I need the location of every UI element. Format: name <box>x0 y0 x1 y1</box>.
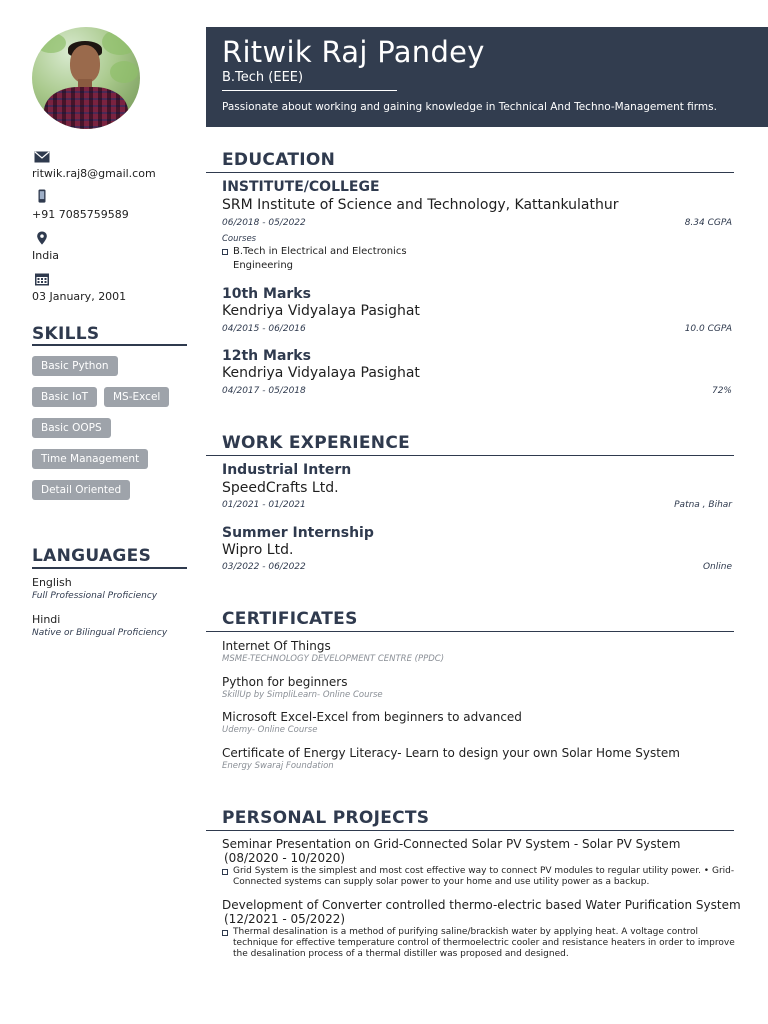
certificates-divider <box>206 631 734 632</box>
education-item-date: 04/2015 - 06/2016 <box>222 324 306 334</box>
languages-divider <box>32 567 187 569</box>
certificate-name: Microsoft Excel-Excel from beginners to advanced <box>222 710 522 724</box>
work-item-title: Summer Internship <box>222 525 374 541</box>
language-level: Native or Bilingual Proficiency <box>32 628 168 638</box>
course-item-continued: Engineering <box>233 260 293 271</box>
certificate-name: Internet Of Things <box>222 639 331 653</box>
projects-divider <box>206 830 734 831</box>
skills-heading: SKILLS <box>32 324 100 344</box>
project-name: Development of Converter controlled thermo-electric based Water Purification System <box>222 898 741 912</box>
skill-tag: MS-Excel <box>104 387 169 407</box>
work-item-date: 03/2022 - 06/2022 <box>222 562 306 572</box>
certificate-issuer: SkillUp by SimpliLearn- Online Course <box>222 690 383 700</box>
languages-heading: LANGUAGES <box>32 546 152 566</box>
education-item-title: 12th Marks <box>222 348 311 364</box>
language-name: English <box>32 576 72 589</box>
courses-label: Courses <box>222 234 257 244</box>
work-item-location: Online <box>702 562 732 572</box>
education-item-institution: Kendriya Vidyalaya Pasighat <box>222 303 420 319</box>
skill-tag: Basic IoT <box>32 387 97 407</box>
project-description: Grid System is the simplest and most cost effective way to connect PV modules to regular utility power. • Grid-Connected systems can supply solar power to your home and use utility power as a backup. <box>233 866 735 887</box>
certificate-name: Python for beginners <box>222 675 348 689</box>
certificate-issuer: Udemy- Online Course <box>222 725 318 735</box>
bullet-marker <box>222 930 228 936</box>
project-date: (12/2021 - 05/2022) <box>224 912 346 926</box>
skill-tag: Detail Oriented <box>32 480 130 500</box>
course-item: B.Tech in Electrical and Electronics <box>233 246 407 257</box>
work-item-company: SpeedCrafts Ltd. <box>222 480 339 496</box>
work-divider <box>206 455 734 456</box>
mobile-phone-icon <box>34 189 50 203</box>
bullet-marker <box>222 869 228 875</box>
email-text: ritwik.raj8@gmail.com <box>32 167 156 180</box>
work-item-location: Patna , Bihar <box>674 500 732 510</box>
education-item-institution: SRM Institute of Science and Technology, Kattankulathur <box>222 197 619 213</box>
work-item-title: Industrial Intern <box>222 462 352 478</box>
skill-tag: Time Management <box>32 449 148 469</box>
phone-text: +91 7085759589 <box>32 208 129 221</box>
profile-photo <box>32 27 140 129</box>
language-name: Hindi <box>32 613 61 626</box>
education-item-score: 72% <box>711 386 732 396</box>
education-item-title: INSTITUTE/COLLEGE <box>222 179 380 195</box>
map-pin-icon <box>34 231 50 245</box>
work-heading: WORK EXPERIENCE <box>222 433 411 453</box>
education-heading: EDUCATION <box>222 150 336 170</box>
education-divider <box>206 172 734 173</box>
candidate-degree: B.Tech (EEE) <box>222 70 304 85</box>
projects-heading: PERSONAL PROJECTS <box>222 808 430 828</box>
project-date: (08/2020 - 10/2020) <box>224 851 346 865</box>
dob-text: 03 January, 2001 <box>32 290 127 303</box>
skill-tag: Basic Python <box>32 356 118 376</box>
certificate-issuer: Energy Swaraj Foundation <box>222 761 334 771</box>
skills-divider <box>32 344 187 346</box>
education-item-date: 04/2017 - 05/2018 <box>222 386 306 396</box>
calendar-icon <box>34 272 50 286</box>
work-item-date: 01/2021 - 01/2021 <box>222 500 306 510</box>
education-item-institution: Kendriya Vidyalaya Pasighat <box>222 365 420 381</box>
certificate-name: Certificate of Energy Literacy- Learn to design your own Solar Home System <box>222 746 680 760</box>
candidate-name: Ritwik Raj Pandey <box>222 35 485 69</box>
work-item-company: Wipro Ltd. <box>222 542 294 558</box>
education-item-title: 10th Marks <box>222 286 311 302</box>
header-divider <box>222 90 397 91</box>
bullet-marker <box>222 249 228 255</box>
resume-header <box>206 27 768 127</box>
education-item-score: 8.34 CGPA <box>684 218 732 228</box>
education-item-score: 10.0 CGPA <box>684 324 732 334</box>
certificate-issuer: MSME-TECHNOLOGY DEVELOPMENT CENTRE (PPDC) <box>222 654 445 664</box>
skill-tag: Basic OOPS <box>32 418 111 438</box>
location-text: India <box>32 249 59 262</box>
candidate-summary: Passionate about working and gaining knowledge in Technical And Techno-Management firms. <box>222 101 717 113</box>
project-name: Seminar Presentation on Grid-Connected Solar PV System - Solar PV System <box>222 837 681 851</box>
project-description: Thermal desalination is a method of purifying saline/brackish water by applying heat. A voltage control technique for effective temperature control of thermoelectric cooler and resistance heaters in order to improve the desalination process of a thermal distiller was proposed and designed. <box>233 927 735 959</box>
certificates-heading: CERTIFICATES <box>222 609 358 629</box>
language-level: Full Professional Proficiency <box>32 591 158 601</box>
education-item-date: 06/2018 - 05/2022 <box>222 218 306 228</box>
envelope-icon <box>34 150 50 164</box>
